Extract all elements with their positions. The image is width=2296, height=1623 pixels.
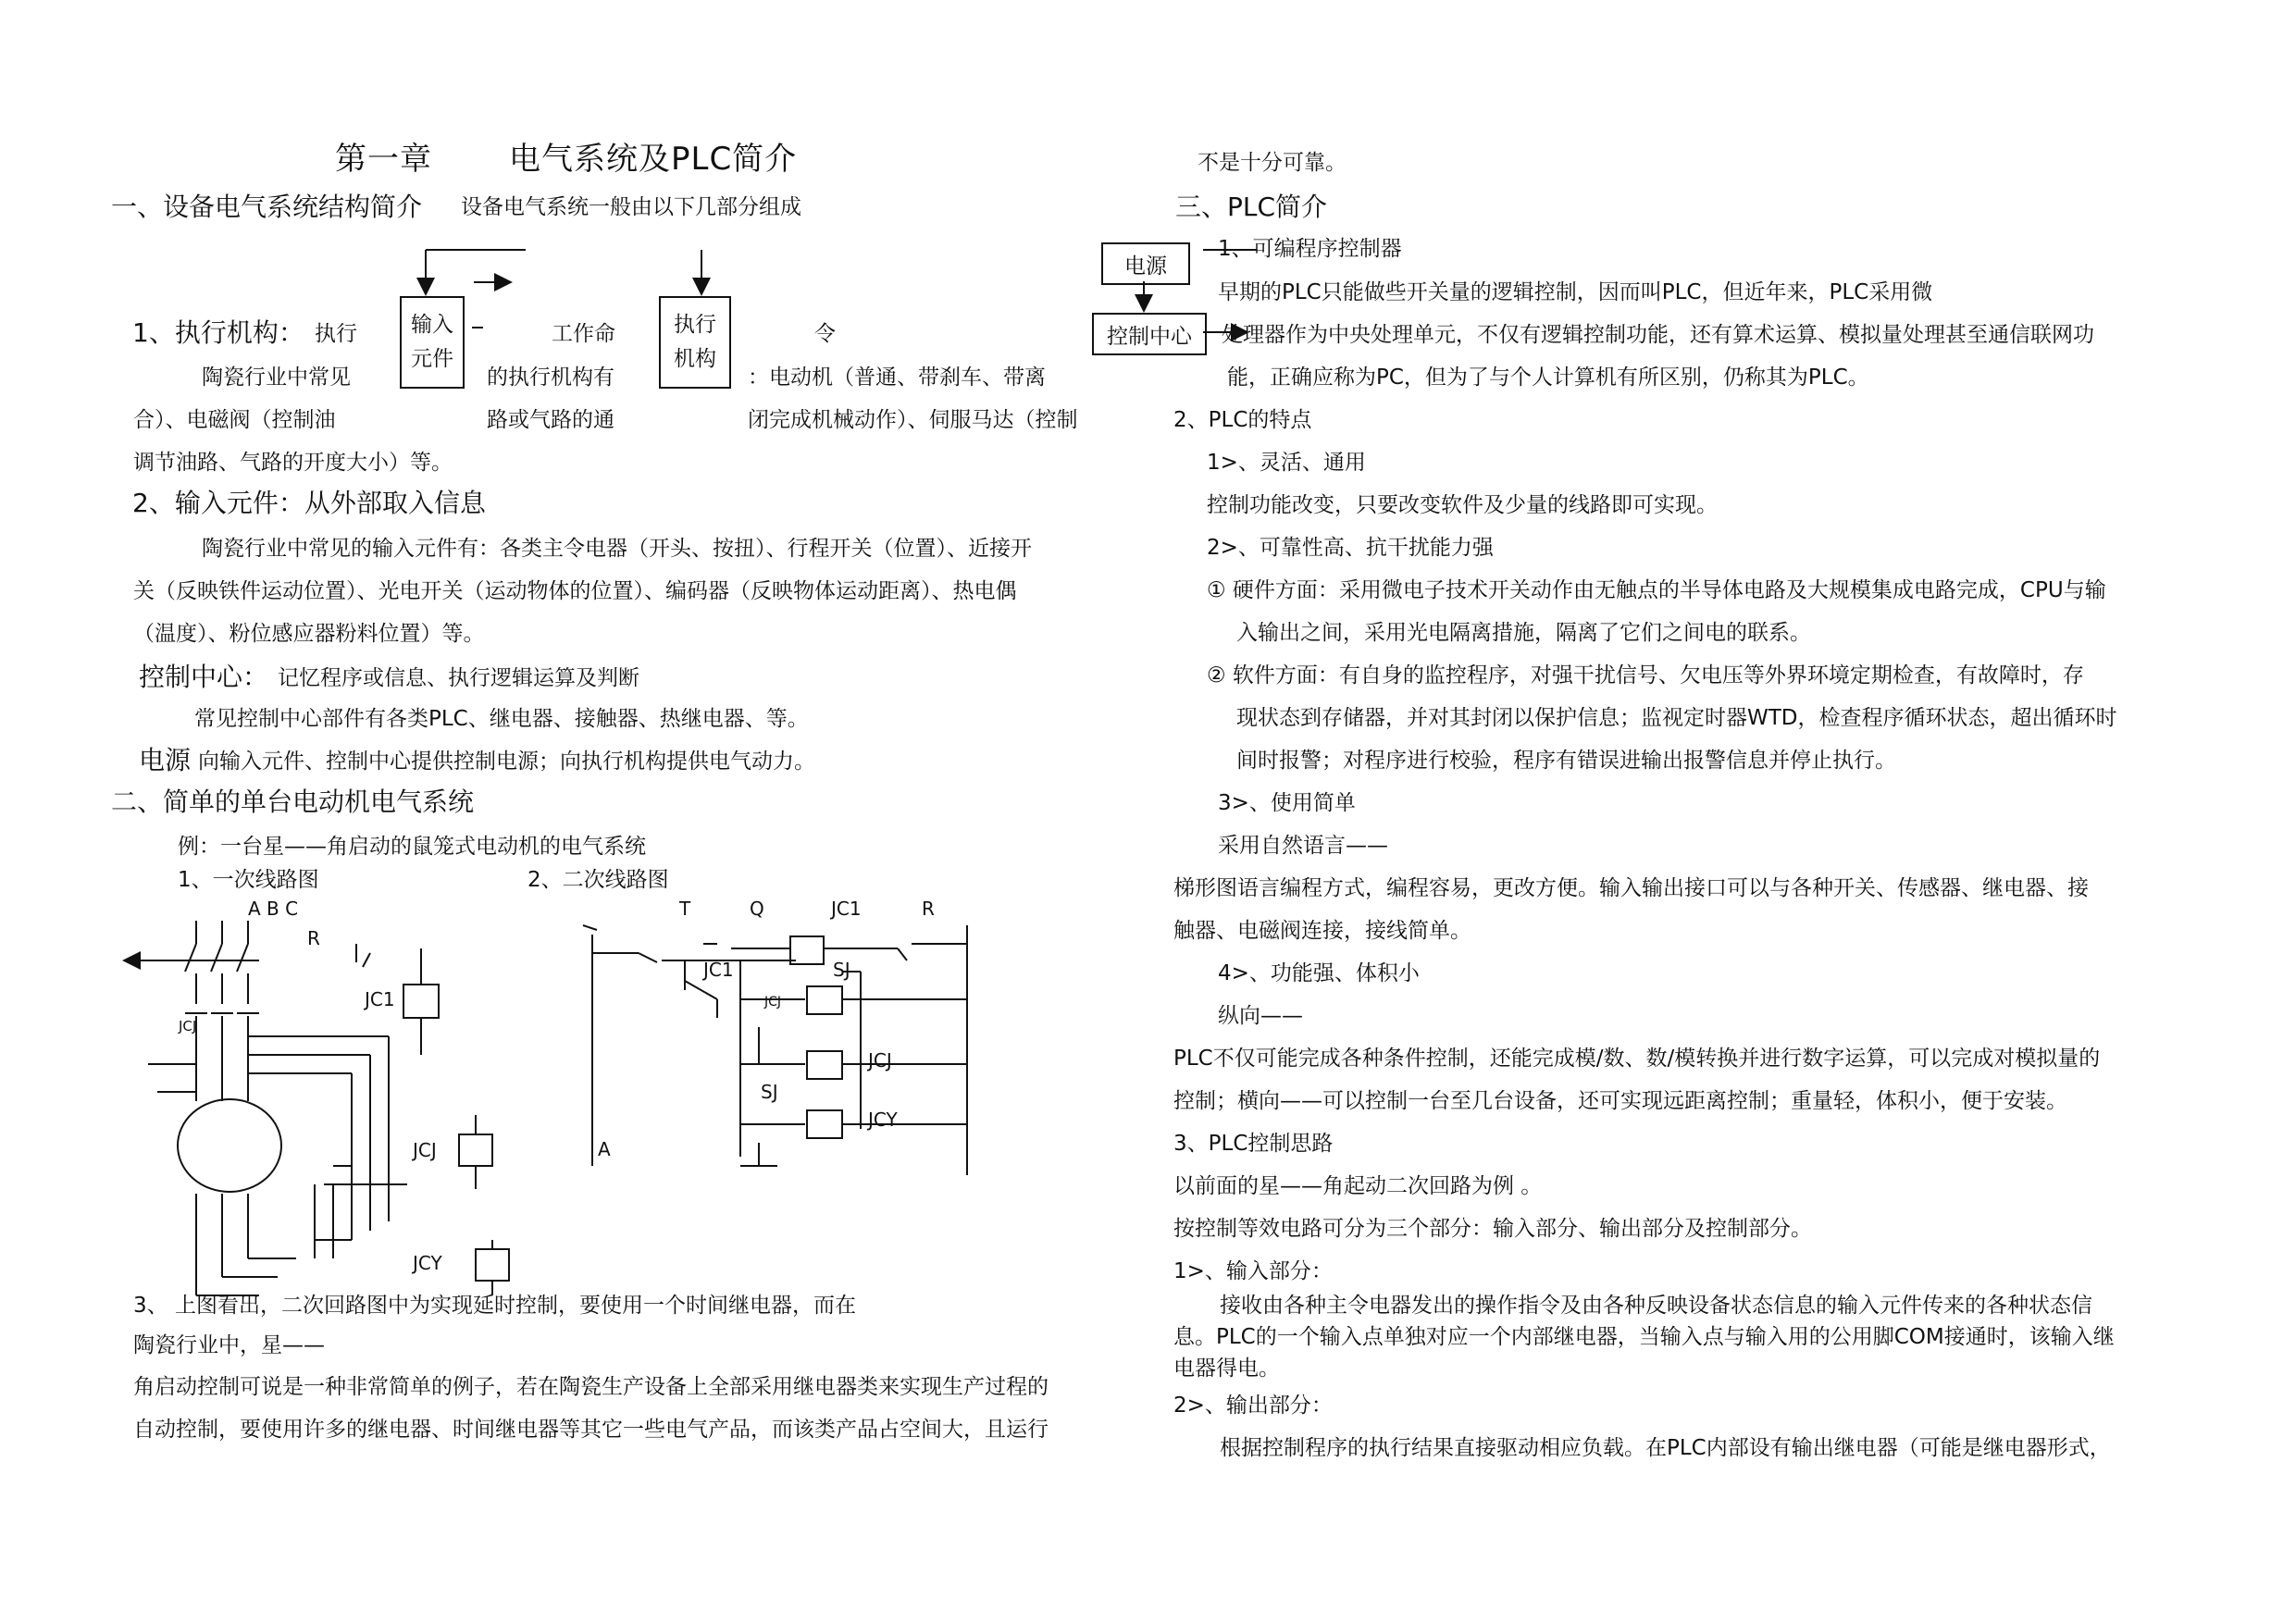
plc-p1-line3: 能，正确应称为PC，但为了与个人计算机有所区别，仍称其为PLC。 — [1227, 365, 1869, 390]
input-box-line2: 元件 — [411, 347, 453, 371]
circuit2-caption: 2、二次线路图 — [527, 868, 669, 892]
input-part-line3: 电器得电。 — [1173, 1357, 1280, 1381]
feature3-title: 3>、使用简单 — [1218, 791, 1356, 815]
power-desc: 向输入元件、控制中心提供控制电源；向执行机构提供电气动力。 — [198, 750, 815, 774]
chapter-title-part2: 电气系统及PLC简介 — [509, 141, 798, 178]
plc-p2-title: 2、PLC的特点 — [1173, 408, 1312, 432]
c2-sj-top-label: SJ — [833, 959, 850, 981]
c2-jc1-top-label: JC1 — [831, 898, 862, 920]
c1-jcy-label: JCY — [413, 1252, 442, 1274]
item1-label: 1、执行机构： — [132, 317, 304, 348]
item1-line2-b: 的执行机构有 — [487, 365, 614, 390]
item1-line3-b: 路或气路的通 — [487, 408, 614, 432]
chapter-title-part1: 第一章 — [335, 141, 432, 178]
diagram2-arrows — [1144, 250, 1257, 332]
c2-jc1-label: JC1 — [703, 959, 734, 981]
actuator-box-line2: 机构 — [674, 347, 716, 371]
item1-line4: 调节油路、气路的开度大小）等。 — [133, 451, 453, 475]
power-box-label: 电源 — [1124, 254, 1167, 279]
c2-r-label: R — [922, 898, 935, 920]
feature2-sw-line2: 现状态到存储器，并对其封闭以保护信息；监视定时器WTD，检查程序循环状态，超出循环时 — [1236, 706, 2117, 730]
output-part-line1: 根据控制程序的执行结果直接驱动相应负载。在PLC内部设有输出继电器（可能是继电器形式， — [1220, 1436, 2111, 1460]
item2-line3: （温度）、粉位感应器粉料位置）等。 — [133, 622, 485, 646]
control-center-label: 控制中心： — [139, 662, 269, 692]
feature4-line2: PLC不仅可能完成各种条件控制，还能完成模/数、数/模转换并进行数字运算，可以完成对模拟量的 — [1173, 1047, 2101, 1071]
item1-line3-a: 合）、电磁阀（控制油 — [133, 408, 336, 432]
plc-p1-title: 1、可编程序控制器 — [1218, 237, 1402, 261]
circuit2-coils — [790, 936, 842, 1138]
c1-phases-label: A B C — [248, 898, 299, 920]
circuit2-wiring — [583, 925, 967, 1175]
output-part-title: 2>、输出部分： — [1173, 1394, 1333, 1418]
diagram1-arrows — [426, 250, 701, 328]
c2-t-label: T — [679, 898, 691, 920]
c2-jcj-label: JCJ — [868, 1049, 892, 1072]
item2-heading: 2、输入元件：从外部取入信息 — [132, 488, 486, 518]
control-center-line2: 常见控制中心部件有各类PLC、继电器、接触器、热继电器、等。 — [194, 707, 809, 731]
feature3-line3: 触器、电磁阀连接，接线简单。 — [1173, 919, 1471, 943]
section1-intro: 设备电气系统一般由以下几部分组成 — [461, 195, 801, 219]
feature4-line3: 控制；横向——可以控制一台至几台设备，还可实现远距离控制；重量轻，体积小，便于安装。 — [1173, 1089, 2067, 1113]
feature1-desc: 控制功能改变，只要改变软件及少量的线路即可实现。 — [1207, 493, 1718, 517]
plc-p1-line2: 处理器作为中央处理单元，不仅有逻辑控制功能，还有算术运算、模拟量处理甚至通信联网功 — [1222, 323, 2094, 347]
input-part-line1: 接收由各种主令电器发出的操作指令及由各种反映设备状态信息的输入元件传来的各种状态信 — [1220, 1294, 2092, 1318]
item2-line2: 关（反映铁件运动位置）、光电开关（运动物体的位置）、编码器（反映物体运动距离）、热电偶 — [133, 579, 1017, 603]
feature4-line1: 纵向—— — [1218, 1004, 1303, 1028]
motor-symbol — [178, 1099, 281, 1192]
control-center-desc: 记忆程序或信息、执行逻辑运算及判断 — [278, 666, 639, 690]
input-part-line2: 息。PLC的一个输入点单独对应一个内部继电器，当输入点与输入用的公用脚COM接通时，该输入继 — [1173, 1325, 2115, 1349]
plc-p3-line1: 以前面的星——角起动二次回路为例 。 — [1173, 1174, 1543, 1198]
section2-heading: 二、简单的单台电动机电气系统 — [111, 787, 475, 817]
feature1-title: 1>、灵活、通用 — [1207, 451, 1366, 475]
item3-line2: 陶瓷行业中，星—— — [133, 1333, 325, 1357]
circuit1-wiring — [126, 921, 407, 1295]
plc-p3-line2: 按控制等效电路可分为三个部分：输入部分、输出部分及控制部分。 — [1173, 1217, 1812, 1241]
item1-line2-a: 陶瓷行业中常见 — [202, 365, 351, 390]
feature2-sw-line3: 间时报警；对程序进行校验，程序有错误进输出报警信息并停止执行。 — [1236, 749, 1896, 773]
c2-a-label: A — [598, 1138, 611, 1160]
input-part-title: 1>、输入部分： — [1173, 1259, 1333, 1283]
circuit1-caption: 1、一次线路图 — [178, 868, 319, 892]
item1-line3-c: 闭完成机械动作）、伺服马达（控制 — [748, 408, 1078, 432]
c1-r-label: R — [307, 927, 320, 949]
item3-line3: 角启动控制可说是一种非常简单的例子，若在陶瓷生产设备上全部采用继电器类来实现生产过程的 — [133, 1375, 1049, 1399]
item1-text-a: 执行 — [315, 322, 357, 346]
feature2-hw-line2: 入输出之间，采用光电隔离措施，隔离了它们之间电的联系。 — [1236, 621, 1811, 645]
feature3-line2: 梯形图语言编程方式，编程容易，更改方便。输入输出接口可以与各种开关、传感器、继电器、接 — [1173, 876, 2089, 900]
power-label: 电源 — [139, 745, 192, 775]
c1-jc1-label: JC1 — [365, 988, 395, 1010]
continued-line: 不是十分可靠。 — [1198, 151, 1347, 175]
actuator-box-line1: 执行 — [674, 313, 716, 338]
section3-heading: 三、PLC简介 — [1175, 192, 1328, 222]
section1-heading: 一、设备电气系统结构简介 — [111, 192, 423, 222]
plc-p3-title: 3、PLC控制思路 — [1173, 1132, 1334, 1156]
feature2-hw-line1: ① 硬件方面：采用微电子技术开关动作由无触点的半导体电路及大规模集成电路完成，CPU与输 — [1207, 578, 2106, 602]
feature2-sw-line1: ② 软件方面：有自身的监控程序，对强干扰信号、欠电压等外界环境定期检查，有故障时，存 — [1207, 663, 2084, 688]
c2-q-label: Q — [750, 898, 764, 920]
item3-line1: 3、 上图看出，二次回路图中为实现延时控制，要使用一个时间继电器，而在 — [133, 1294, 856, 1318]
item3-line4: 自动控制，要使用许多的继电器、时间继电器等其它一些电气产品，而该类产品占空间大，且运行 — [133, 1418, 1049, 1442]
item1-text-b: 工作命 — [552, 322, 615, 346]
item1-line2-c: ：电动机（普通、带刹车、带离 — [748, 365, 1046, 390]
feature3-line1: 采用自然语言—— — [1218, 834, 1388, 858]
circuit1-coils — [403, 948, 509, 1295]
item1-text-c: 令 — [814, 322, 836, 346]
control-center-box-label: 控制中心 — [1107, 324, 1192, 349]
example-text: 例：一台星——角启动的鼠笼式电动机的电气系统 — [178, 835, 646, 859]
c1-jcj-label: JCJ — [413, 1139, 437, 1161]
feature4-title: 4>、功能强、体积小 — [1218, 961, 1420, 985]
feature2-title: 2>、可靠性高、抗干扰能力强 — [1207, 536, 1494, 560]
input-box-line1: 输入 — [411, 313, 453, 338]
item2-line1: 陶瓷行业中常见的输入元件有：各类主令电器（开头、按扭）、行程开关（位置）、近接开 — [202, 537, 1032, 561]
c2-sj-label: SJ — [761, 1081, 778, 1103]
c1-jcj-small-label: JCJ — [179, 1018, 197, 1035]
c2-jcj-small-label: JCJ — [764, 995, 782, 1010]
c2-jcy-label: JCY — [868, 1109, 898, 1131]
plc-p1-line1: 早期的PLC只能做些开关量的逻辑控制，因而叫PLC，但近年来，PLC采用微 — [1218, 280, 1933, 304]
